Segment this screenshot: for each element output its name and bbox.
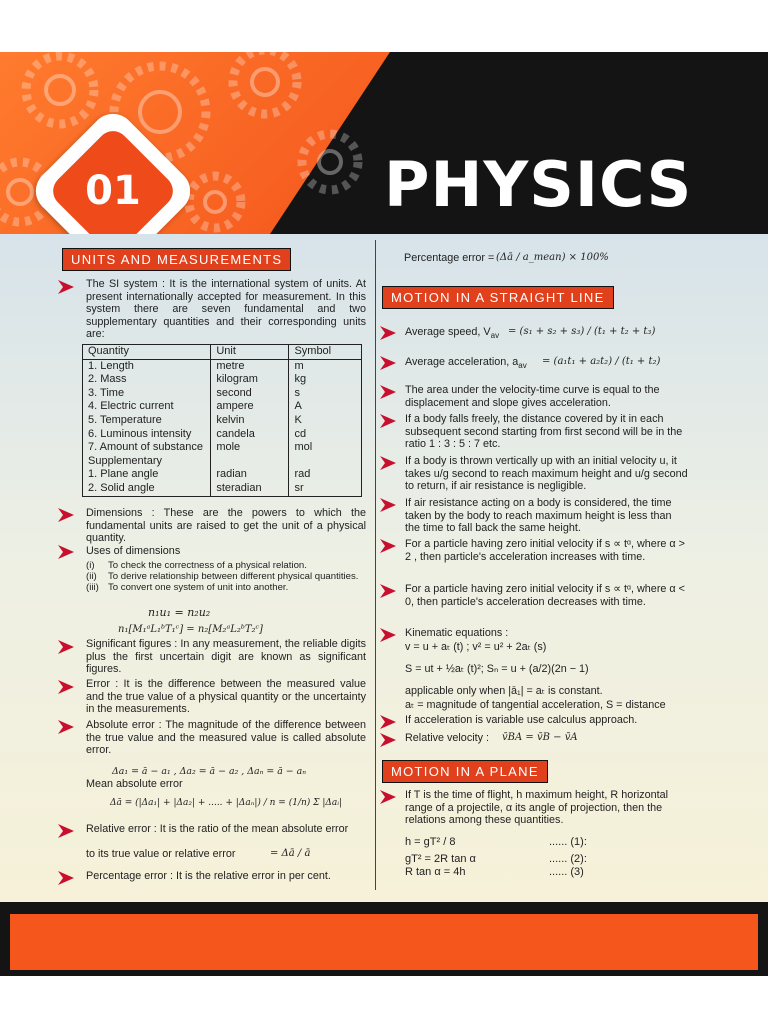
table-subheading: Supplementary xyxy=(83,455,211,469)
absolute-error-equation: Δa₁ = ā − a₁ , Δa₂ = ā − a₂ , Δaₙ = ā − aₙ xyxy=(112,766,307,777)
bullet-arrow-icon xyxy=(380,356,396,370)
bullet-arrow-icon xyxy=(380,326,396,340)
table-cell: 2. Mass xyxy=(83,373,211,387)
average-acceleration-text: Average acceleration, a xyxy=(405,356,519,368)
table-cell: candela xyxy=(211,428,289,442)
table-cell: K xyxy=(289,414,362,428)
table-cell: 2. Solid angle xyxy=(83,482,211,496)
bullet-arrow-icon xyxy=(58,545,74,559)
air-resistance-text: If air resistance acting on a body is considered, the time taken by the body to reach maximum height is less than the time to fall back the same height. xyxy=(405,497,672,534)
table-row xyxy=(83,455,362,469)
vertical-throw-text: If a body is thrown vertically up with an initial velocity u, it takes u/g second to reach maximum height and u/g second to return, if air resistance is negligible. xyxy=(405,455,688,492)
table-cell: mol xyxy=(289,441,362,455)
table-row xyxy=(83,387,362,401)
vt-curve-text: The area under the velocity-time curve is equal to the displacement and slope gives acceleration. xyxy=(405,384,660,409)
alpha-less-zero-text: For a particle having zero initial velocity if s ∝ tᵅ, where α < 0, then particle's acceleration decreases with time. xyxy=(405,583,685,608)
table-cell: cd xyxy=(289,428,362,442)
error-text: Error : It is the difference between the measured value and the true value of a physical quantity or the uncertainty in the measurements. xyxy=(86,678,366,715)
bullet-arrow-icon xyxy=(58,640,74,654)
kinematic-note-1: applicable only when |ā₁| = aₜ is constant. xyxy=(405,685,603,697)
mean-absolute-error-equation: Δā = (|Δa₁| + |Δa₂| + ..... + |Δaₙ|) / n = (1/n) Σ |Δaᵢ| xyxy=(110,798,343,808)
average-acceleration-label xyxy=(405,356,527,373)
mean-absolute-error-label: Mean absolute error xyxy=(86,778,183,790)
list-item xyxy=(405,866,595,879)
si-units-table xyxy=(82,344,362,497)
bullet-arrow-icon xyxy=(58,871,74,885)
percentage-error-equation: (Δā / a_mean) × 100% xyxy=(496,252,609,263)
list-item xyxy=(86,582,366,593)
absolute-error-text: Absolute error : The magnitude of the difference between the true value and the measured value is called absolute error. xyxy=(86,719,366,756)
list-text: To convert one system of unit into another. xyxy=(108,582,289,593)
content-area xyxy=(0,234,768,902)
uses-title: Uses of dimensions xyxy=(86,545,181,557)
bullet-arrow-icon xyxy=(58,824,74,838)
relative-velocity-label: Relative velocity : xyxy=(405,732,490,744)
section-title-units: UNITS AND MEASUREMENTS xyxy=(62,248,291,271)
list-item xyxy=(86,560,366,571)
table-cell: A xyxy=(289,400,362,414)
bullet-arrow-icon xyxy=(380,715,396,729)
table-cell xyxy=(211,455,289,469)
list-number: (ii) xyxy=(86,571,97,582)
bullet-arrow-icon xyxy=(380,456,396,470)
unit-conversion-equation: n₁u₁ = n₂u₂ xyxy=(148,606,211,619)
table-cell: 1. Length xyxy=(83,359,211,373)
column-divider xyxy=(375,240,376,890)
chapter-number: 01 xyxy=(85,168,141,214)
equation-tag: ...... (3) xyxy=(549,866,584,878)
table-cell: 5. Temperature xyxy=(83,414,211,428)
table-header-row xyxy=(83,345,362,360)
bullet-arrow-icon xyxy=(380,539,396,553)
top-margin xyxy=(0,0,768,52)
table-row xyxy=(83,400,362,414)
si-intro-text: The SI system : It is the international system of units. At present internationally accepted for measurement. In this system there are seven fundamental and two supplementary quantities and their corresponding units are: xyxy=(86,278,366,340)
relative-error-text: Relative error : It is the ratio of the mean absolute error xyxy=(86,823,349,835)
table-cell: rad xyxy=(289,468,362,482)
relative-error-text-continued: to its true value or relative error xyxy=(86,848,236,860)
relative-velocity-equation: v̄BA = v̄B − v̄A xyxy=(502,732,578,743)
table-cell: steradian xyxy=(211,482,289,496)
section-title-motion-straight-line: MOTION IN A STRAIGHT LINE xyxy=(382,286,614,309)
table-cell: 4. Electric current xyxy=(83,400,211,414)
equation-tag: ...... (2): xyxy=(549,853,587,865)
column-header: Quantity xyxy=(83,345,211,360)
table-row xyxy=(83,373,362,387)
equation-text: h = gT² / 8 xyxy=(405,836,456,848)
list-item xyxy=(405,853,595,866)
equation-tag: ...... (1): xyxy=(549,836,587,848)
dimensions-text: Dimensions : These are the powers to which the fundamental units are raised to get the unit of a physical quantity. xyxy=(86,507,366,544)
list-item xyxy=(86,571,366,582)
equation-text: R tan α = 4h xyxy=(405,866,466,878)
chapter-header xyxy=(0,52,768,234)
bottom-margin xyxy=(0,976,768,1024)
equation-text: gT² = 2R tan α xyxy=(405,853,476,865)
list-number: (iii) xyxy=(86,582,99,593)
column-header: Symbol xyxy=(289,345,362,360)
table-row xyxy=(83,468,362,482)
projectile-intro-text: If T is the time of flight, h maximum height, R horizontal range of a projectile, α its angle of projection, then the relations among these quantities. xyxy=(405,789,669,826)
table-row xyxy=(83,414,362,428)
kinematic-note-2: aₜ = magnitude of tangential acceleration, S = distance xyxy=(405,699,666,711)
table-cell: mole xyxy=(211,441,289,455)
bullet-arrow-icon xyxy=(380,498,396,512)
list-number: (i) xyxy=(86,560,95,571)
bullet-arrow-icon xyxy=(380,790,396,804)
table-cell: 1. Plane angle xyxy=(83,468,211,482)
kinematic-equation-2: S = ut + ½aₜ (t)²; Sₙ = u + (a/2)(2n − 1) xyxy=(405,663,589,675)
average-acceleration-equation: = (a₁t₁ + a₂t₂) / (t₁ + t₂) xyxy=(542,356,661,367)
kinematic-equation-1: v = u + aₜ (t) ; v² = u² + 2aₜ (s) xyxy=(405,641,547,653)
table-cell: 7. Amount of substance xyxy=(83,441,211,455)
alpha-greater-two-text: For a particle having zero initial velocity if s ∝ tᵅ, where α > 2 , then particle's acceleration increases with time. xyxy=(405,538,685,563)
table-cell: 3. Time xyxy=(83,387,211,401)
column-header: Unit xyxy=(211,345,289,360)
table-row xyxy=(83,359,362,373)
average-speed-equation: = (s₁ + s₂ + s₃) / (t₁ + t₂ + t₃) xyxy=(508,326,656,337)
significant-figures-text: Significant figures : In any measurement, the reliable digits plus the first uncertain digit are known as significant figures. xyxy=(86,638,366,675)
table-row xyxy=(83,441,362,455)
table-row xyxy=(83,428,362,442)
list-text: To check the correctness of a physical relation. xyxy=(108,560,307,571)
bullet-arrow-icon xyxy=(380,733,396,747)
bullet-arrow-icon xyxy=(58,680,74,694)
variable-acceleration-text: If acceleration is variable use calculus approach. xyxy=(405,714,638,726)
table-cell: metre xyxy=(211,359,289,373)
relative-error-equation: = Δā / ā xyxy=(270,848,311,859)
uses-list xyxy=(86,560,366,593)
table-cell: s xyxy=(289,387,362,401)
table-cell: kg xyxy=(289,373,362,387)
page-title: PHYSICS xyxy=(384,148,693,221)
bullet-arrow-icon xyxy=(380,385,396,399)
table-cell: kilogram xyxy=(211,373,289,387)
average-speed-subscript: av xyxy=(490,331,500,341)
table-cell: radian xyxy=(211,468,289,482)
percentage-error-text: Percentage error : It is the relative error in per cent. xyxy=(86,870,331,882)
table-cell: ampere xyxy=(211,400,289,414)
bullet-arrow-icon xyxy=(58,280,74,294)
table-cell: kelvin xyxy=(211,414,289,428)
bullet-arrow-icon xyxy=(58,508,74,522)
kinematic-title: Kinematic equations : xyxy=(405,627,509,639)
bullet-arrow-icon xyxy=(58,720,74,734)
unit-conversion-dimensional-equation: n₁[M₁ᵃL₁ᵇT₁ᶜ] = n₂[M₂ᵃL₂ᵇT₂ᶜ] xyxy=(118,624,263,635)
average-speed-label xyxy=(405,326,499,343)
table-cell xyxy=(289,455,362,469)
table-cell: 6. Luminous intensity xyxy=(83,428,211,442)
bullet-arrow-icon xyxy=(380,628,396,642)
projectile-equations xyxy=(405,836,595,879)
bullet-arrow-icon xyxy=(380,584,396,598)
table-cell: sr xyxy=(289,482,362,496)
table-cell: m xyxy=(289,359,362,373)
percentage-error-equation-label: Percentage error = xyxy=(404,252,495,264)
list-text: To derive relationship between different physical quantities. xyxy=(108,571,359,582)
section-title-motion-plane: MOTION IN A PLANE xyxy=(382,760,548,783)
average-speed-text: Average speed, V xyxy=(405,326,491,338)
list-item xyxy=(405,836,595,853)
table-row xyxy=(83,482,362,496)
free-fall-text: If a body falls freely, the distance covered by it in each subsequent second starting from first second will be in the ratio 1 : 3 : 5 : 7 etc. xyxy=(405,413,683,450)
table-cell: second xyxy=(211,387,289,401)
average-acceleration-subscript: av xyxy=(518,361,527,371)
bullet-arrow-icon xyxy=(380,414,396,428)
footer-orange-bar xyxy=(10,914,758,970)
